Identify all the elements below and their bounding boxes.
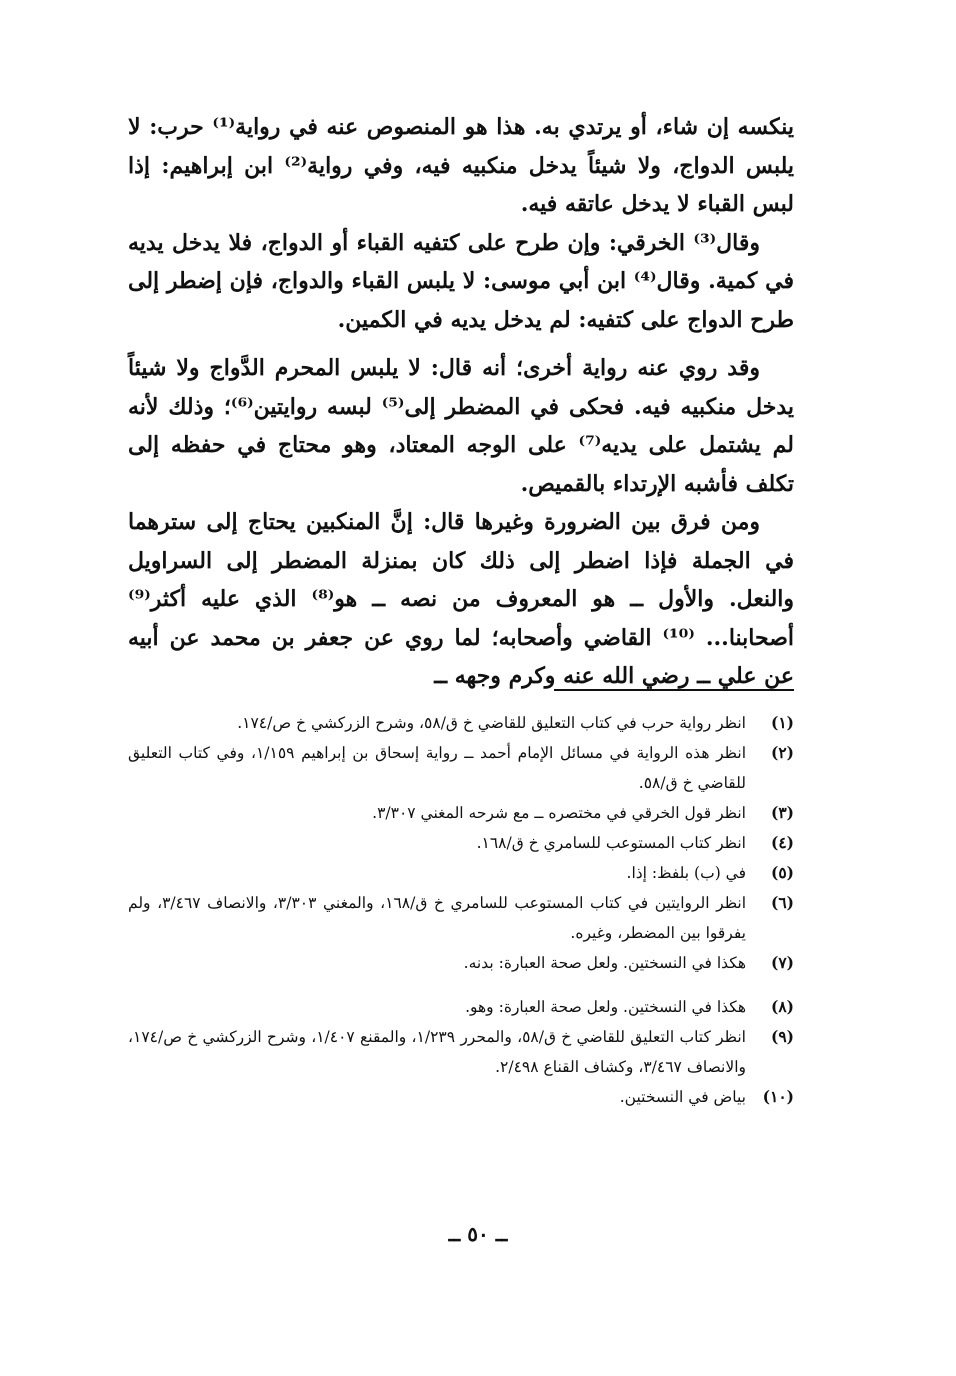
footnotes <box>128 708 794 1112</box>
footnote-7 <box>128 948 794 978</box>
paragraph-3: وقد روي عنه رواية أخرى؛ أنه قال: لا يلبس المحرم الدَّواج ولا شيئاً يدخل منكبيه فيه. فحكى في المضطر إلى⁽⁵⁾ لبسه روايتين⁽⁶⁾؛ وذلك لأنه لم يشتمل على يديه⁽⁷⁾ على الوجه المعتاد، وهو محتاج في حفظه إلى تكلف فأشبه الإرتداء بالقميص. <box>128 355 795 497</box>
footnote-number: (٨) <box>770 997 794 1016</box>
footnote-text: انظر قول الخرقي في مختصره ــ مع شرحه المغني ٣/٣٠٧. <box>372 804 746 822</box>
footnote-divider <box>554 689 794 691</box>
page-number: ــ ٥٠ ــ <box>448 1222 508 1246</box>
paragraph-1: ينكسه إن شاء، أو يرتدي به. هذا هو المنصوص عنه في رواية⁽¹⁾ حرب: لا يلبس الدواج، ولا شيئاً يدخل منكبيه فيه، وفي رواية⁽²⁾ ابن إبراهيم: إذا لبس القباء لا يدخل عاتقه فيه. <box>128 114 794 217</box>
footnote-2 <box>128 738 794 798</box>
footnote-number: (٢) <box>770 743 794 762</box>
footnote-9 <box>128 1022 794 1082</box>
footnote-number: (٣) <box>770 803 794 822</box>
footnote-text: انظر كتاب المستوعب للسامري خ ق/١٦٨. <box>476 834 746 852</box>
footnote-number: (٤) <box>770 833 794 852</box>
footnote-1 <box>128 708 794 738</box>
footnote-text: انظر هذه الرواية في مسائل الإمام أحمد ــ رواية إسحاق بن إبراهيم ١/١٥٩، وفي كتاب التعليق للقاضي خ ق/٥٨. <box>128 744 747 792</box>
footnote-number: (٥) <box>770 863 794 882</box>
footnote-text: انظر رواية حرب في كتاب التعليق للقاضي خ ق/٥٨، وشرح الزركشي خ ص/١٧٤. <box>237 714 746 732</box>
footnote-10 <box>128 1082 794 1112</box>
footnote-text: هكذا في النسختين. ولعل صحة العبارة: بدنه. <box>463 954 746 972</box>
footnote-number: (٦) <box>770 893 794 912</box>
footnote-text: انظر الروايتين في كتاب المستوعب للسامري خ ق/١٦٨، والمغني ٣/٣٠٣، والانصاف ٣/٤٦٧، ولم يفرقوا بين المضطر، وغيره. <box>128 894 747 942</box>
paragraph-4: ومن فرق بين الضرورة وغيرها قال: إنَّ المنكبين يحتاج إلى سترهما في الجملة فإذا اضطر إلى ذلك كان بمنزلة المضطر إلى السراويل والنعل. والأول ــ هو المعروف من نصه ــ هو⁽⁸⁾ الذي عليه أكثر⁽⁹⁾ أصحابنا... ⁽¹⁰⁾ القاضي وأصحابه؛ لما روي عن جعفر بن محمد عن أبيه عن علي ــ رضي الله عنه وكرم وجهه ــ <box>128 509 795 689</box>
footnote-text: هكذا في النسختين. ولعل صحة العبارة: وهو. <box>465 998 746 1016</box>
footnote-number: (١٠) <box>762 1087 794 1106</box>
footnote-text: انظر كتاب التعليق للقاضي خ ق/٥٨، والمحرر ١/٢٣٩، والمقنع ١/٤٠٧، وشرح الزركشي خ ص/١٧٤، والانصاف ٣/٤٦٧، وكشاف القناع ٢/٤٩٨. <box>128 1028 746 1076</box>
footnote-text: بياض في النسختين. <box>619 1088 746 1106</box>
footnote-4 <box>128 828 794 858</box>
footnote-number: (١) <box>770 713 794 732</box>
main-text <box>128 108 794 696</box>
footnote-5 <box>128 858 794 888</box>
footnote-3 <box>128 798 794 828</box>
footnote-6 <box>128 888 794 948</box>
footnote-text: في (ب) بلفظ: إذا. <box>626 864 746 882</box>
footnote-number: (٩) <box>770 1027 794 1046</box>
footnote-8 <box>128 992 794 1022</box>
footnote-number: (٧) <box>770 953 794 972</box>
paragraph-2: وقال⁽³⁾ الخرقي: وإن طرح على كتفيه القباء أو الدواج، فلا يدخل يديه في كمية. وقال⁽⁴⁾ ابن أبي موسى: لا يلبس القباء والدواج، فإن إضطر إلى طرح الدواج على كتفيه: لم يدخل يديه في الكمين. <box>128 229 794 333</box>
